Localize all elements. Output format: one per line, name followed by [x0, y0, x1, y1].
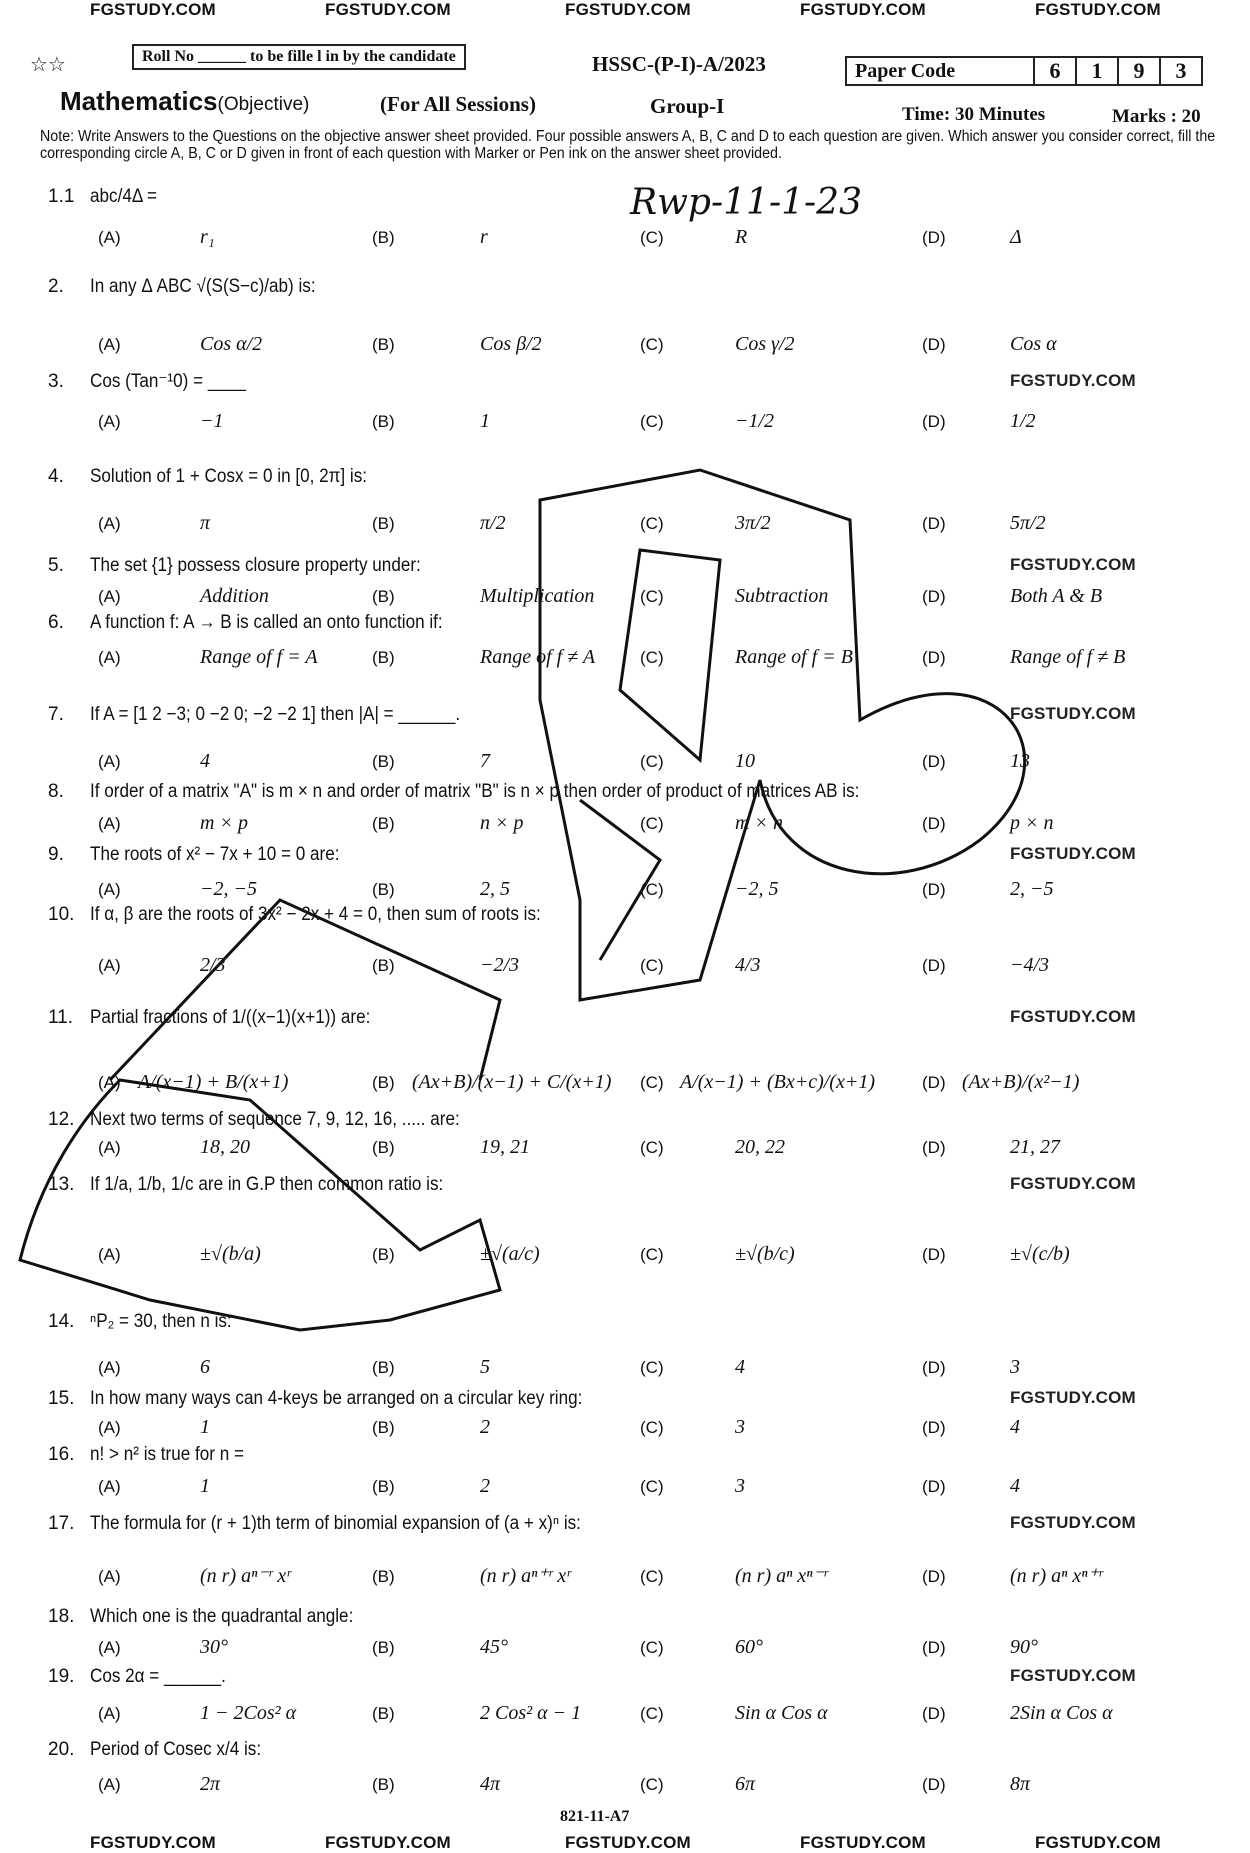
option-value[interactable]: Addition — [200, 585, 269, 607]
option-value[interactable]: R — [735, 226, 748, 248]
question-text: abc/4Δ = — [90, 186, 158, 207]
option-label[interactable]: (D) — [922, 1477, 946, 1496]
question-number: 18. — [48, 1606, 75, 1627]
watermark-text: FGSTUDY.COM — [1010, 1666, 1136, 1685]
option-label[interactable]: (D) — [922, 587, 946, 606]
option-label[interactable]: (D) — [922, 814, 946, 833]
option-value[interactable]: 20, 22 — [735, 1136, 785, 1158]
option-value[interactable]: 4/3 — [735, 954, 761, 976]
watermark-text: FGSTUDY.COM — [1010, 555, 1136, 574]
option-label[interactable]: (C) — [640, 1567, 664, 1586]
paper-code-label: Paper Code — [855, 59, 956, 82]
question-number: 3. — [48, 371, 64, 392]
option-label[interactable]: (D) — [922, 648, 946, 667]
subject-name: Mathematics — [60, 86, 218, 116]
option-value[interactable]: −2/3 — [480, 954, 520, 976]
option-value[interactable]: Cos γ/2 — [735, 333, 795, 355]
option-label[interactable]: (C) — [640, 814, 664, 833]
option-value[interactable]: (Ax+B)/(x−1) + C/(x+1) — [412, 1071, 612, 1093]
option-value[interactable]: 2 — [480, 1416, 490, 1438]
option-value[interactable]: A/(x−1) + (Bx+c)/(x+1) — [680, 1071, 875, 1093]
question-number: 9. — [48, 844, 64, 865]
option-label[interactable]: (C) — [640, 587, 664, 606]
watermark-text: FGSTUDY.COM — [565, 0, 691, 19]
watermark-text: FGSTUDY.COM — [1035, 1833, 1161, 1852]
option-value[interactable]: 4π — [480, 1773, 501, 1795]
question-number: 17. — [48, 1513, 75, 1534]
option-value[interactable]: π — [200, 512, 211, 534]
option-label[interactable]: (B) — [372, 1073, 395, 1092]
option-value[interactable]: (n r) aⁿ⁻ʳ xʳ — [200, 1565, 291, 1587]
option-label[interactable]: (D) — [922, 1138, 946, 1157]
option-label[interactable]: (A) — [98, 587, 121, 606]
paper-code-digit: 3 — [1159, 58, 1201, 84]
question-number: 11. — [48, 1007, 74, 1028]
option-value[interactable]: 60° — [735, 1636, 763, 1658]
watermark-text: FGSTUDY.COM — [800, 0, 926, 19]
watermark-text: FGSTUDY.COM — [1010, 371, 1136, 390]
option-value[interactable]: Cos β/2 — [480, 333, 542, 355]
option-value[interactable]: 5π/2 — [1010, 512, 1046, 534]
question-text: Solution of 1 + Cosx = 0 in [0, 2π] is: — [90, 466, 368, 487]
option-value[interactable]: 6π — [735, 1773, 756, 1795]
question-text: If α, β are the roots of 3x² − 2x + 4 = 0, then sum of roots is: — [90, 904, 541, 925]
option-label[interactable]: (D) — [922, 1775, 946, 1794]
question-text: The formula for (r + 1)th term of binomial expansion of (a + x)ⁿ is: — [90, 1513, 581, 1534]
question-text: If 1/a, 1/b, 1/c are in G.P then common ratio is: — [90, 1174, 444, 1195]
option-label[interactable]: (A) — [98, 1138, 121, 1157]
question-number: 1.1 — [48, 186, 75, 207]
option-label[interactable]: (D) — [922, 1638, 946, 1657]
handwritten-date: Rwp-11-1-23 — [630, 182, 862, 223]
watermark-text: FGSTUDY.COM — [1010, 1513, 1136, 1532]
option-label[interactable]: (C) — [640, 1418, 664, 1437]
option-value[interactable]: π/2 — [480, 512, 506, 534]
option-label[interactable]: (C) — [640, 412, 664, 431]
option-value[interactable]: 4 — [1010, 1475, 1020, 1497]
question-text: In how many ways can 4-keys be arranged on a circular key ring: — [90, 1388, 583, 1409]
question-text: In any Δ ABC √(S(S−c)/ab) is: — [90, 276, 316, 297]
subject-type: (Objective) — [217, 94, 310, 115]
option-label[interactable]: (A) — [98, 514, 121, 533]
option-value[interactable]: Range of f ≠ B — [1010, 646, 1126, 668]
watermark-text: FGSTUDY.COM — [1035, 0, 1161, 19]
question-text: Next two terms of sequence 7, 9, 12, 16, ..... are: — [90, 1109, 460, 1130]
option-value[interactable]: 90° — [1010, 1636, 1038, 1658]
option-label[interactable]: (D) — [922, 1358, 946, 1377]
option-label[interactable]: (A) — [98, 412, 121, 431]
watermark-text: FGSTUDY.COM — [1010, 1174, 1136, 1193]
option-label[interactable]: (B) — [372, 956, 395, 975]
question-number: 15. — [48, 1388, 75, 1409]
option-label[interactable]: (B) — [372, 1775, 395, 1794]
option-label[interactable]: (A) — [98, 1775, 121, 1794]
question-number: 20. — [48, 1739, 75, 1760]
option-label[interactable]: (B) — [372, 1704, 395, 1723]
option-label[interactable]: (C) — [640, 1358, 664, 1377]
option-value[interactable]: 4 — [200, 750, 210, 772]
option-value[interactable]: Subtraction — [735, 585, 829, 607]
option-label[interactable]: (C) — [640, 1775, 664, 1794]
watermark-text: FGSTUDY.COM — [1010, 1007, 1136, 1026]
option-label[interactable]: (C) — [640, 1638, 664, 1657]
option-label[interactable]: (B) — [372, 880, 395, 899]
question-text: Period of Cosec x/4 is: — [90, 1739, 262, 1760]
option-label[interactable]: (D) — [922, 1073, 946, 1092]
question-number: 8. — [48, 781, 64, 802]
option-label[interactable]: (C) — [640, 1477, 664, 1496]
option-label[interactable]: (D) — [922, 335, 946, 354]
option-value[interactable]: 4 — [1010, 1416, 1020, 1438]
option-value[interactable]: 19, 21 — [480, 1136, 530, 1158]
option-label[interactable]: (B) — [372, 1418, 395, 1437]
option-label[interactable]: (D) — [922, 412, 946, 431]
option-label[interactable]: (A) — [98, 1567, 121, 1586]
option-value[interactable]: 6 — [200, 1356, 210, 1378]
option-label[interactable]: (A) — [98, 1477, 121, 1496]
option-label[interactable]: (C) — [640, 514, 664, 533]
exam-title: HSSC-(P-I)-A/2023 — [592, 52, 766, 76]
option-value[interactable]: 30° — [200, 1636, 228, 1658]
watermark-text: FGSTUDY.COM — [325, 1833, 451, 1852]
option-label[interactable]: (B) — [372, 1477, 395, 1496]
option-label[interactable]: (D) — [922, 1418, 946, 1437]
group-label: Group-I — [650, 94, 725, 118]
option-label[interactable]: (D) — [922, 1245, 946, 1264]
sessions-label: (For All Sessions) — [380, 92, 536, 116]
question-text: Cos 2α = ______. — [90, 1666, 226, 1687]
option-label[interactable]: (C) — [640, 752, 664, 771]
option-label[interactable]: (B) — [372, 412, 395, 431]
option-value[interactable]: 7 — [480, 750, 490, 772]
option-value[interactable]: 5 — [480, 1356, 490, 1378]
option-value[interactable]: m × n — [735, 812, 783, 834]
option-value[interactable]: ±√(c/b) — [1010, 1243, 1070, 1265]
question-text: Cos (Tan⁻¹0) = ____ — [90, 371, 246, 392]
question-text: If A = [1 2 −3; 0 −2 0; −2 −2 1] then |A| = ______. — [90, 704, 461, 725]
option-value[interactable]: 1/2 — [1010, 410, 1036, 432]
option-value[interactable]: 2 — [480, 1475, 490, 1497]
option-value[interactable]: −2, 5 — [735, 878, 779, 900]
option-label[interactable]: (B) — [372, 814, 395, 833]
option-value[interactable]: Δ — [1010, 226, 1022, 248]
option-value[interactable]: Range of f = A — [200, 646, 318, 668]
option-label[interactable]: (A) — [98, 880, 121, 899]
option-label[interactable]: (A) — [98, 1638, 121, 1657]
question-text: The roots of x² − 7x + 10 = 0 are: — [90, 844, 340, 865]
subject-title — [60, 86, 309, 117]
option-value[interactable]: 3 — [735, 1416, 745, 1438]
option-value[interactable]: 4 — [735, 1356, 745, 1378]
option-label[interactable]: (A) — [98, 1358, 121, 1377]
option-value[interactable]: 3 — [1010, 1356, 1020, 1378]
option-label[interactable]: (B) — [372, 335, 395, 354]
option-value[interactable]: Cos α/2 — [200, 333, 263, 355]
option-value[interactable]: 1 — [200, 1416, 210, 1438]
question-number: 14. — [48, 1311, 75, 1332]
instructions-note: Note: Write Answers to the Questions on the objective answer sheet provided. Four possible answers A, B, C and D to each question are given. Which answer you consider correct, fill the corresponding circle A, B, C or D given in front of each question with Marker or Pen ink on the answer sheet provided. — [40, 128, 1216, 162]
watermark-text: FGSTUDY.COM — [800, 1833, 926, 1852]
question-number: 13. — [48, 1174, 75, 1195]
option-value[interactable]: 2, −5 — [1010, 878, 1054, 900]
option-label[interactable]: (C) — [640, 228, 664, 247]
option-value[interactable]: 2/3 — [200, 954, 226, 976]
option-value[interactable]: Multiplication — [480, 585, 595, 607]
option-label[interactable]: (D) — [922, 228, 946, 247]
question-text: Partial fractions of 1/((x−1)(x+1)) are: — [90, 1007, 371, 1028]
option-label[interactable]: (B) — [372, 1138, 395, 1157]
option-label[interactable]: (D) — [922, 752, 946, 771]
roll-no-box: Roll No ______ to be fille l in by the candidate — [132, 44, 466, 70]
marks-label: Marks : 20 — [1112, 106, 1201, 127]
option-value[interactable]: A/(x−1) + B/(x+1) — [138, 1071, 289, 1093]
stars-mark: ☆☆ — [30, 54, 66, 76]
question-number: 6. — [48, 612, 64, 633]
option-value[interactable]: 2Sin α Cos α — [1010, 1702, 1113, 1724]
option-value[interactable]: 1 — [480, 410, 490, 432]
question-number: 2. — [48, 276, 64, 297]
option-value[interactable]: 18, 20 — [200, 1136, 250, 1158]
watermark-text: FGSTUDY.COM — [1010, 1388, 1136, 1407]
option-value[interactable]: (n r) aⁿ xⁿ⁻ʳ — [735, 1565, 828, 1587]
paper-code-digit: 9 — [1117, 58, 1159, 84]
option-value[interactable]: 1 — [200, 1475, 210, 1497]
option-value[interactable]: r — [480, 226, 488, 248]
option-value[interactable]: ±√(b/a) — [200, 1243, 261, 1265]
option-label[interactable]: (B) — [372, 1567, 395, 1586]
option-value[interactable]: 21, 27 — [1010, 1136, 1060, 1158]
question-text: A function f: A → B is called an onto function if: — [90, 612, 443, 633]
question-text: If order of a matrix "A" is m × n and order of matrix "B" is n × p then order of product of matrices AB is: — [90, 781, 860, 802]
option-value[interactable]: 13 — [1010, 750, 1030, 772]
option-label[interactable]: (D) — [922, 880, 946, 899]
option-label[interactable]: (C) — [640, 880, 664, 899]
question-number: 4. — [48, 466, 64, 487]
watermark-text: FGSTUDY.COM — [565, 1833, 691, 1852]
option-value[interactable]: (n r) aⁿ xⁿ⁺ʳ — [1010, 1565, 1103, 1587]
option-value[interactable]: 1 − 2Cos² α — [200, 1702, 297, 1724]
question-number: 19. — [48, 1666, 75, 1687]
option-label[interactable]: (A) — [98, 1073, 121, 1092]
option-value[interactable]: 3 — [735, 1475, 745, 1497]
option-value[interactable]: n × p — [480, 812, 524, 834]
watermark-text: FGSTUDY.COM — [90, 1833, 216, 1852]
option-value[interactable]: 3π/2 — [735, 512, 771, 534]
option-label[interactable]: (C) — [640, 1245, 664, 1264]
option-label[interactable]: (A) — [98, 814, 121, 833]
footer-code: 821-11-A7 — [560, 1808, 630, 1825]
option-label[interactable]: (B) — [372, 752, 395, 771]
option-label[interactable]: (A) — [98, 228, 121, 247]
question-number: 7. — [48, 704, 64, 725]
option-label[interactable]: (B) — [372, 1245, 395, 1264]
option-value[interactable]: (Ax+B)/(x²−1) — [962, 1071, 1080, 1093]
option-label[interactable]: (A) — [98, 1418, 121, 1437]
option-label[interactable]: (D) — [922, 956, 946, 975]
option-label[interactable]: (A) — [98, 1704, 121, 1723]
option-value[interactable]: r₁ — [200, 226, 215, 248]
option-label[interactable]: (B) — [372, 1358, 395, 1377]
option-value[interactable]: m × p — [200, 812, 248, 834]
option-value[interactable]: −1/2 — [735, 410, 775, 432]
option-label[interactable]: (A) — [98, 335, 121, 354]
question-text: ⁿP₂ = 30, then n is: — [90, 1311, 232, 1332]
paper-code-digit: 6 — [1033, 58, 1075, 84]
option-label[interactable]: (A) — [98, 648, 121, 667]
watermark-text: FGSTUDY.COM — [90, 0, 216, 19]
option-value[interactable]: Range of f ≠ A — [480, 646, 596, 668]
option-value[interactable]: p × n — [1010, 812, 1054, 834]
question-number: 12. — [48, 1109, 75, 1130]
paper-code-box — [845, 56, 1203, 86]
option-label[interactable]: (D) — [922, 514, 946, 533]
option-label[interactable]: (C) — [640, 1073, 664, 1092]
question-number: 5. — [48, 555, 64, 576]
option-value[interactable]: 2π — [200, 1773, 221, 1795]
option-value[interactable]: −4/3 — [1010, 954, 1050, 976]
option-label[interactable]: (D) — [922, 1704, 946, 1723]
question-text: The set {1} possess closure property under: — [90, 555, 421, 576]
option-label[interactable]: (B) — [372, 228, 395, 247]
option-value[interactable]: 8π — [1010, 1773, 1031, 1795]
time-label: Time: 30 Minutes — [902, 104, 1046, 125]
option-label[interactable]: (B) — [372, 587, 395, 606]
option-value[interactable]: ±√(a/c) — [480, 1243, 540, 1265]
option-value[interactable]: 2, 5 — [480, 878, 510, 900]
option-value[interactable]: −2, −5 — [200, 878, 257, 900]
option-value[interactable]: 2 Cos² α − 1 — [480, 1702, 582, 1724]
watermark-text: FGSTUDY.COM — [1010, 844, 1136, 863]
question-text: Which one is the quadrantal angle: — [90, 1606, 354, 1627]
option-value[interactable]: −1 — [200, 410, 224, 432]
watermark-text: FGSTUDY.COM — [325, 0, 451, 19]
option-value[interactable]: ±√(b/c) — [735, 1243, 795, 1265]
option-label[interactable]: (B) — [372, 648, 395, 667]
option-label[interactable]: (C) — [640, 1704, 664, 1723]
paper-code-digit: 1 — [1075, 58, 1117, 84]
option-label[interactable]: (C) — [640, 335, 664, 354]
option-label[interactable]: (B) — [372, 514, 395, 533]
option-label[interactable]: (C) — [640, 956, 664, 975]
option-label[interactable]: (D) — [922, 1567, 946, 1586]
option-value[interactable]: Cos α — [1010, 333, 1057, 355]
question-number: 10. — [48, 904, 75, 925]
option-label[interactable]: (A) — [98, 956, 121, 975]
option-value[interactable]: 45° — [480, 1636, 508, 1658]
watermark-text: FGSTUDY.COM — [1010, 704, 1136, 723]
option-label[interactable]: (A) — [98, 752, 121, 771]
option-value[interactable]: Both A & B — [1010, 585, 1103, 607]
question-number: 16. — [48, 1444, 75, 1465]
option-label[interactable]: (C) — [640, 1138, 664, 1157]
option-value[interactable]: Range of f = B — [735, 646, 853, 668]
option-label[interactable]: (A) — [98, 1245, 121, 1264]
option-label[interactable]: (B) — [372, 1638, 395, 1657]
option-label[interactable]: (C) — [640, 648, 664, 667]
option-value[interactable]: 10 — [735, 750, 755, 772]
option-value[interactable]: (n r) aⁿ⁺ʳ xʳ — [480, 1565, 571, 1587]
question-text: n! > n² is true for n = — [90, 1444, 244, 1465]
option-value[interactable]: Sin α Cos α — [735, 1702, 828, 1724]
